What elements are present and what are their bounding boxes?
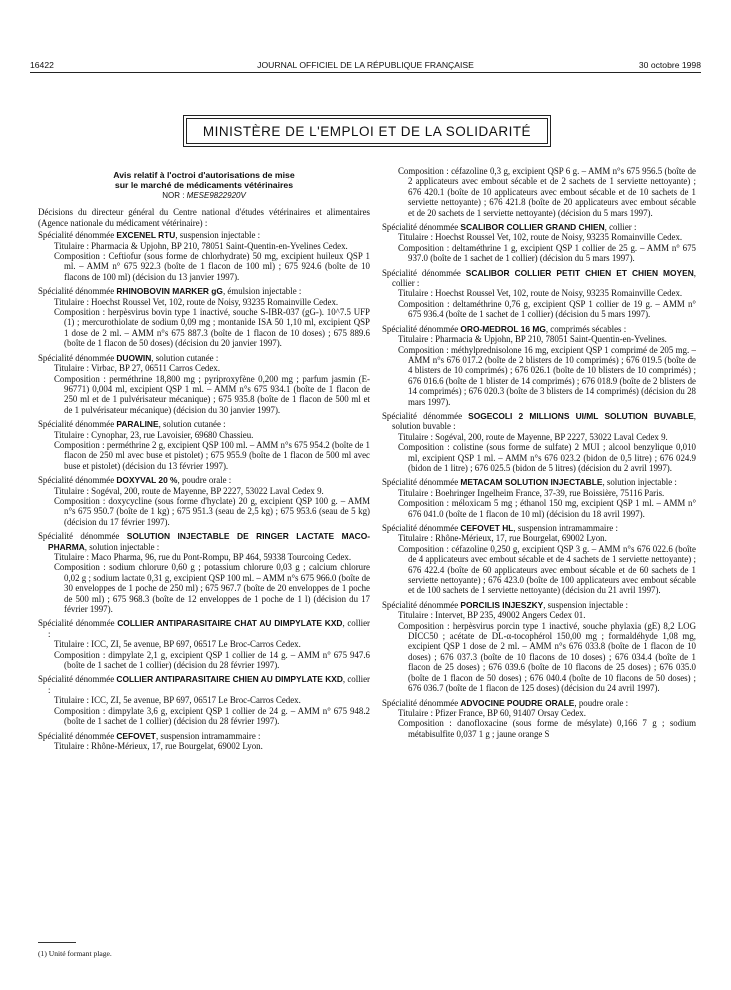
specialty-form: , poudre orale : (574, 697, 629, 708)
specialty-prefix: Spécialité dénommée (382, 599, 461, 610)
specialty-prefix: Spécialité dénommée (38, 618, 118, 629)
specialty-heading (382, 222, 696, 232)
specialty-form: , suspension injectable : (543, 599, 629, 610)
specialty-prefix: Spécialité dénommée (38, 286, 117, 297)
specialty-name: SCALIBOR COLLIER GRAND CHIEN (460, 222, 605, 233)
ministry-box (186, 118, 548, 144)
header-rule (30, 72, 701, 73)
specialty-prefix: Spécialité dénommée (38, 475, 117, 486)
composition-line: Composition : Ceftiofur (sous forme de chlorhydrate) 50 mg, excipient huileux QSP 1 ml. – AMM n° 675 922.3 (boîte de 1 flacon de 100 ml) ; 675 924.6 (boîte de 10 flacons de 100 ml) (décision du 13 janvier 1997). (54, 251, 370, 282)
specialty-form: , suspension intramammaire : (513, 523, 618, 533)
specialty-prefix: Spécialité dénommée (38, 674, 117, 685)
specialty-heading (382, 324, 696, 334)
specialty-form: , comprimés sécables : (545, 323, 627, 334)
specialty-heading (38, 531, 370, 552)
specialty-prefix: Spécialité dénommée (38, 730, 117, 741)
composition-line: Composition : dimpylate 3,6 g, excipient QSP 1 collier de 24 g. – AMM n° 675 948.2 (boîte de 1 sachet de 1 collier) (décision du 28 février 1997). (54, 705, 370, 727)
holder-line: Titulaire : Cynophar, 23, rue Lavoisier, 69680 Chassieu. (54, 429, 254, 440)
left-column (38, 170, 370, 751)
specialty-name: SOLUTION INJECTABLE DE RINGER LACTATE MACO-PHARMA (48, 531, 371, 552)
composition-line: Composition : dimpylate 2,1 g, excipient QSP 1 collier de 14 g. – AMM n° 675 947.6 (boîte de 1 sachet de 1 collier) (décision du 28 février 1997). (54, 649, 370, 671)
holder-line: Titulaire : Pharmacia & Upjohn, BP 210, 78051 Saint-Quentin-en-Yvelines. (398, 334, 667, 345)
specialty-form: , suspension intramammaire : (155, 730, 261, 741)
specialty-prefix: Spécialité dénommée (382, 697, 461, 708)
specialty-form: , solution cutanée : (158, 419, 226, 430)
specialty-heading (38, 731, 370, 741)
specialty-heading (38, 618, 370, 639)
composition-line: Composition : herpèsvirus bovin type 1 inactivé, souche S-IBR-037 (gG-). 10^7.5 UFP (1) ; mercurothiolate de sodium 0,09 mg ; montanide ISA 50 1,10 ml, excipient QSP 1 dose de 2 ml. – AMM n°s 675 887.3 (boîte de 1 flacon de 10 doses) ; 675 889.6 (boîte de 1 flacon de 50 doses) (décision du 20 janvier 1997). (54, 307, 370, 349)
specialty-name: DUOWIN (116, 352, 152, 363)
specialty-prefix: Spécialité dénommée (38, 419, 117, 430)
specialty-prefix: Spécialité dénommée (382, 477, 461, 488)
specialty-name: RHINOBOVIN MARKER gG (116, 286, 223, 297)
specialty-heading (38, 230, 370, 240)
composition-line: Composition : perméthrine 2 g, excipient QSP 100 ml. – AMM n°s 675 954.2 (boîte de 1 flacon de 250 ml avec buse et pistolet) ; 675 955.9 (boîte de 1 flacon de 500 ml avec buse et pistolet) (décision du 13 février 1997). (54, 439, 370, 471)
specialty-form: , solution cutanée : (151, 352, 219, 363)
specialty-prefix: Spécialité dénommée (382, 410, 469, 421)
specialty-name: PARALINE (116, 419, 159, 430)
specialty-name: DOXYVAL 20 % (116, 475, 178, 486)
specialty-name: CEFOVET HL (460, 523, 514, 533)
holder-line: Titulaire : Virbac, BP 27, 06511 Carros Cedex. (54, 363, 220, 374)
nor-code: MESE9822920V (186, 191, 246, 200)
specialty-heading (382, 698, 696, 708)
specialty-name: CEFOVET (116, 730, 156, 741)
specialty-form: , solution injectable : (602, 477, 677, 488)
holder-line: Titulaire : Sogéval, 200, route de Mayenne, BP 2227, 53022 Laval Cedex 9. (54, 485, 324, 496)
composition-line: Composition : colistine (sous forme de sulfate) 2 MUI ; alcool benzylique 0,010 ml, excipient QSP 1 ml. – AMM n°s 676 023.2 (bidon de 0,5 litre) ; 676 024.9 (bidon de 1 litre) ; 676 025.5 (bidon de 5 litres) (décision du 2 avril 1997). (398, 442, 696, 473)
specialty-name: SOGECOLI 2 MILLIONS UI/ML SOLUTION BUVABLE (468, 410, 694, 421)
specialty-heading (38, 475, 370, 485)
composition-line: Composition : herpèsvirus porcin type 1 inactivé, souche phylaxia (gE) 8,2 LOG DICC50 ; acétate de DL-α-tocophérol 150,00 mg ; formaldéhyde 1,08 mg, excipient QSP 1 dose de 2 ml. – AMM n°s 676 033.8 (boîte de 1 flacon de 10 doses) ; 676 037.3 (boîte de 10 flacons de 10 doses) ; 676 034.4 (boîte de 1 flacon de 25 doses) ; 676 039.6 (boîte de 10 flacons de 25 doses) ; 676 035.0 (boîte de 1 flacon de 50 doses) ; 676 040.4 (boîte de 10 flacons de 50 doses) ; 676 036.7 (boîte de 1 flacon de 125 doses) (décision du 24 avril 1997). (398, 620, 696, 694)
holder-line: Titulaire : Hoechst Roussel Vet, 102, route de Noisy, 93235 Romainville Cedex. (398, 288, 683, 299)
nor-label: NOR : (162, 191, 185, 200)
composition-line: Composition : méloxicam 5 mg ; éthanol 150 mg, excipient QSP 1 ml. – AMM n° 676 041.0 (boîte de 1 flacon de 10 ml) (décision du 18 avril 1997). (398, 498, 696, 519)
composition-line: Composition : perméthrine 18,800 mg ; pyriproxyfène 0,200 mg ; parfum jasmin (E-96771) 0,004 ml, excipient QSP 1 ml. – AMM n°s 675 934.1 (boîte de 1 flacon de 250 ml et de 1 pulvérisateur mécanique) ; 675 935.8 (boîte de 1 flacon de 500 ml et de 1 pulvérisateur mécanique) (décision du 30 janvier 1997). (54, 373, 370, 415)
holder-line: Titulaire : Rhône-Mérieux, 17, rue Bourgelat, 69002 Lyon. (54, 740, 263, 751)
specialty-form: , collier : (48, 618, 370, 639)
holder-line: Titulaire : Hoechst Roussel Vet, 102, route de Noisy, 93235 Romainville Cedex. (398, 232, 683, 243)
specialty-heading (382, 523, 696, 533)
specialty-form: , collier : (604, 222, 637, 233)
issue-date: 30 octobre 1998 (638, 60, 701, 70)
composition-line: Composition : méthylprednisolone 16 mg, excipient QSP 1 comprimé de 205 mg. – AMM n°s 676 017.2 (boîte de 2 blisters de 10 comprimés) ; 676 019.5 (boîte de 4 blisters de 10 comprimés) ; 676 026.1 (boîte de 10 blisters de 10 comprimés) ; 676 016.6 (boîte de 1 blister de 14 comprimés) ; 676 018.9 (boîte de 2 blisters de 14 comprimés) ; 676 020.3 (boîte de 3 blisters de 14 comprimés) (décision du 28 mars 1997). (398, 344, 696, 407)
specialty-form: , suspension injectable : (175, 230, 261, 241)
intro-text: Décisions du directeur général du Centre national d'études vétérinaires et alimentaires (Agence nationale du médicament vétérinaire) : (38, 207, 370, 228)
specialty-prefix: Spécialité dénommée (382, 523, 461, 533)
holder-line: Titulaire : Pfizer France, BP 60, 91407 Orsay Cedex. (398, 707, 586, 718)
specialty-prefix: Spécialité dénommée (38, 230, 117, 241)
holder-line: Titulaire : Pharmacia & Upjohn, BP 210, 78051 Saint-Quentin-en-Yvelines Cedex. (54, 240, 348, 251)
specialty-heading (382, 600, 696, 610)
ministry-title: MINISTÈRE DE L'EMPLOI ET DE LA SOLIDARITÉ (202, 123, 532, 139)
specialty-prefix: Spécialité dénommée (382, 323, 461, 334)
page-number: 16422 (30, 60, 54, 70)
composition-line: Composition : danofloxacine (sous forme de mésylate) 0,166 7 g ; sodium métabisulfite 0,037 1 g ; jaune orange S (398, 718, 696, 739)
footnote-rule (38, 942, 76, 943)
footnote: (1) Unité formant plage. (38, 949, 112, 958)
specialty-name: METACAM SOLUTION INJECTABLE (460, 477, 603, 488)
specialty-name: EXCENEL RTU (116, 230, 176, 241)
holder-line: Titulaire : Maco Pharma, 96, rue du Pont-Rompu, BP 464, 59338 Tourcoing Cedex. (54, 552, 352, 562)
specialty-prefix: Spécialité dénommée (38, 352, 117, 363)
holder-line: Titulaire : Hoechst Roussel Vet, 102, route de Noisy, 93235 Romainville Cedex. (54, 296, 339, 307)
specialty-form: , solution buvable : (392, 410, 696, 432)
composition-line: Composition : céfazoline 0,250 g, excipient QSP 3 g. – AMM n°s 676 022.6 (boîte de 4 applicateurs avec embout sécable et de 4 sachets de 1 serviette nettoyante) ; 676 422.4 (boîte de 60 applicateurs avec embout sécable et de 60 sachets de 1 serviette nettoyante) ; 676 423.0 (boîte de 100 applicateurs avec embout sécable et de 100 sachets de 1 serviette nettoyante) (décision du 21 avril 1997). (398, 543, 696, 596)
nor-reference (38, 191, 370, 201)
journal-title: JOURNAL OFFICIEL DE LA RÉPUBLIQUE FRANÇAISE (257, 60, 474, 70)
specialty-heading (38, 353, 370, 363)
specialty-form: , collier : (392, 267, 696, 289)
composition-line: Composition : deltaméthrine 0,76 g, excipient QSP 1 collier de 19 g. – AMM n° 675 936.4 (boîte de 1 sachet de 1 collier) (décision du 5 mars 1997). (398, 298, 696, 320)
specialty-heading (382, 477, 696, 487)
specialty-name: PORCILIS INJESZKY (460, 599, 544, 610)
specialty-form: , collier : (48, 674, 370, 695)
specialty-heading (38, 286, 370, 296)
specialty-heading (38, 674, 370, 695)
specialty-form: , poudre orale : (177, 475, 232, 486)
specialty-heading (382, 268, 696, 289)
specialty-name: COLLIER ANTIPARASITAIRE CHIEN AU DIMPYLATE KXD (116, 674, 343, 685)
specialty-name: SCALIBOR COLLIER PETIT CHIEN ET CHIEN MOYEN (465, 267, 694, 278)
right-column (382, 166, 696, 739)
composition-line: Composition : sodium chlorure 0,60 g ; potassium chlorure 0,03 g ; calcium chlorure 0,02 g ; sodium lactate 0,31 g, excipient QSP 100 ml. – AMM n°s 675 966.0 (boîte de 30 enveloppes de 1 poche de 250 ml) ; 675 967.7 (boîte de 20 enveloppes de 1 poche de 500 ml) ; 675 968.3 (boîte de 12 enveloppes de 1 poche de 1 l) (décision du 17 février 1997). (54, 562, 370, 615)
specialty-name: ORO-MEDROL 16 MG (460, 323, 546, 334)
holder-line: Titulaire : Intervet, BP 235, 49002 Angers Cedex 01. (398, 610, 586, 621)
specialty-form: , solution injectable : (84, 541, 160, 552)
holder-line: Titulaire : Sogéval, 200, route de Mayenne, BP 2227, 53022 Laval Cedex 9. (398, 431, 668, 442)
specialty-prefix: Spécialité dénommée (382, 267, 466, 278)
notice-title-line-1: Avis relatif à l'octroi d'autorisations de mise (113, 170, 295, 180)
composition-line: Composition : deltaméthrine 1 g, excipient QSP 1 collier de 25 g. – AMM n° 675 937.0 (boîte de 1 sachet de 1 collier) (décision du 5 mars 1997). (398, 242, 696, 264)
specialty-prefix: Spécialité dénommée (38, 531, 127, 542)
specialty-name: COLLIER ANTIPARASITAIRE CHAT AU DIMPYLATE KXD (117, 618, 343, 629)
holder-line: Titulaire : Boehringer Ingelheim France, 37-39, rue Boissière, 75116 Paris. (398, 487, 665, 498)
specialty-name: ADVOCINE POUDRE ORALE (460, 697, 575, 708)
composition-line: Composition : doxycycline (sous forme d'hyclate) 20 g, excipient QSP 100 g. – AMM n°s 675 950.7 (boîte de 1 kg) ; 675 951.3 (seau de 2,5 kg) ; 675 953.6 (seau de 5 kg) (décision du 17 février 1997). (54, 495, 370, 527)
specialty-heading (382, 411, 696, 432)
holder-line: Titulaire : ICC, ZI, 5e avenue, BP 697, 06517 Le Broc-Carros Cedex. (54, 695, 301, 706)
composition-line: Composition : céfazoline 0,3 g, excipient QSP 6 g. – AMM n°s 675 956.5 (boîte de 2 applicateurs avec embout sécable et de 2 sachets de 1 serviette nettoyante) ; 676 420.1 (boîte de 10 applicateurs avec embout sécable et de 10 sachets de 1 serviette nettoyante) ; 676 421.8 (boîte de 20 applicateurs avec embout sécable et de 20 sachets de 1 serviette nettoyante) (décision du 5 mars 1997). (398, 166, 696, 218)
holder-line: Titulaire : Rhône-Mérieux, 17, rue Bourgelat, 69002 Lyon. (398, 533, 607, 544)
specialty-form: , émulsion injectable : (222, 286, 302, 297)
specialty-prefix: Spécialité dénommée (382, 222, 461, 233)
specialty-heading (38, 419, 370, 429)
notice-title-line-2: sur le marché de médicaments vétérinaires (114, 180, 294, 190)
holder-line: Titulaire : ICC, ZI, 5e avenue, BP 697, 06517 Le Broc-Carros Cedex. (54, 639, 301, 650)
